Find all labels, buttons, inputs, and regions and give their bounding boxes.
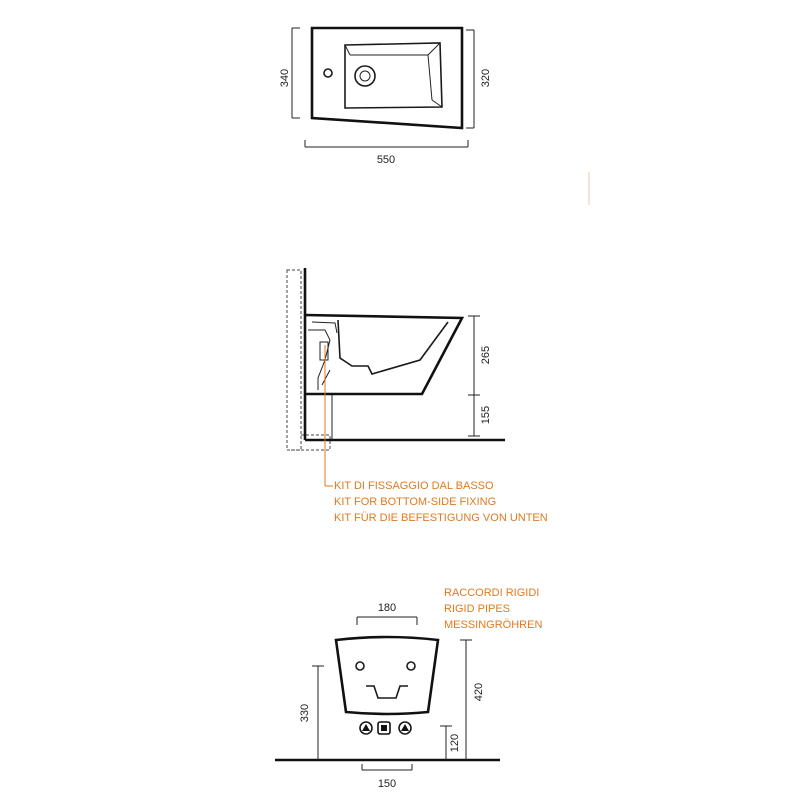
drain-outlet bbox=[366, 686, 408, 698]
front-left-height: 330 bbox=[299, 703, 311, 723]
front-view-body bbox=[336, 637, 438, 714]
fixing-kit-note-it: KIT DI FISSAGGIO DAL BASSO bbox=[334, 480, 494, 492]
front-view bbox=[275, 587, 542, 790]
drain-icon bbox=[355, 66, 375, 86]
side-wall-frame bbox=[287, 270, 301, 450]
side-view bbox=[287, 268, 548, 524]
side-upper-height: 265 bbox=[480, 345, 492, 365]
top-view bbox=[279, 28, 492, 166]
fixing-hole-left-icon bbox=[356, 662, 364, 670]
fixing-kit-note-en: KIT FOR BOTTOM-SIDE FIXING bbox=[334, 496, 497, 508]
top-width: 550 bbox=[376, 154, 396, 166]
pipes-note-en: RIGID PIPES bbox=[444, 603, 511, 615]
fixing-hole-right-icon bbox=[407, 662, 415, 670]
side-lower-height: 155 bbox=[480, 405, 492, 425]
front-pipe-height: 120 bbox=[449, 733, 461, 753]
pipes-note-it: RACCORDI RIGIDI bbox=[444, 587, 540, 599]
front-top-width: 180 bbox=[377, 602, 397, 614]
top-height-left: 340 bbox=[279, 68, 291, 88]
front-bottom-width: 150 bbox=[377, 778, 397, 790]
top-height-right: 320 bbox=[480, 68, 492, 88]
tap-hole-icon bbox=[324, 69, 332, 77]
front-right-height: 420 bbox=[473, 682, 485, 702]
pipes-note-de: MESSINGRÖHREN bbox=[444, 619, 543, 631]
side-view-body bbox=[305, 315, 462, 394]
fixing-kit-note-de: KIT FÜR DIE BEFESTIGUNG VON UNTEN bbox=[334, 512, 548, 524]
